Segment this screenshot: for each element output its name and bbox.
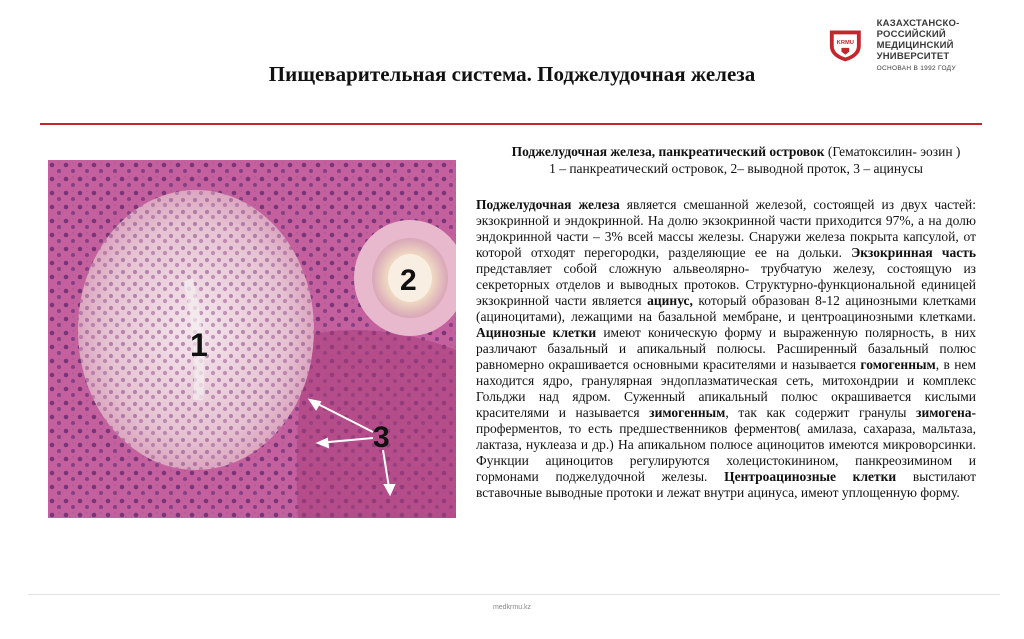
term-acinar-cells: Ацинозные клетки [476,325,597,340]
figure-label-duct: 2 [400,264,417,297]
caption-legend: 1 – панкреатический островок, 2– выводной проток, 3 – ацинусы [549,161,923,176]
logo-line-1: КАЗАХСТАНСКО-РОССИЙСКИЙ [876,18,960,40]
term-pancreas: Поджелудочная железа [476,197,620,212]
figure-label-islet: 1 [190,327,208,363]
term-homogeneous: гомогенным [860,357,936,372]
term-exocrine: Экзокринная часть [851,245,977,260]
figure-caption [476,143,996,177]
text-segment-3: который образован 8-12 ацинозными клетками (ациноцитами), лежащими на базальной мембране, и центроацинозными клетками. [476,293,976,324]
figure-label-acini: 3 [373,421,390,454]
caption-title-line [476,143,996,160]
term-centroacinar: Центроацинозные клетки [724,469,897,484]
logo-line-3: ОСНОВАН В 1992 ГОДУ [876,65,956,72]
term-acinus: ацинус, [647,293,693,308]
university-shield-icon [826,26,865,64]
footer-divider [28,594,1000,595]
text-segment-7: проферментов, то есть предшественников ферментов( амилаза, сахараза, мальтаза, лактаза, нуклеаза и др.) На апикальном полюсе ациноцитов имеются микроворсинки. Функции ациноцитов регулируются холецистокинином, панкреозимином и гормонами поджелудочной железы. [476,421,976,484]
text-segment-8: выстилают вставочные выводные протоки и лежат внутри ацинуса, имеют уплощенную форму. [476,469,976,500]
description-paragraph [476,197,976,501]
term-zymogenic: зимогенным [649,405,726,420]
caption-title: Поджелудочная железа, панкреатический островок [511,144,825,159]
text-segment-4: имеют коническую форму и выраженную полярность, в них различают базальный и апикальный полюсы. Расширенный базальный полюс равномерно окрашивается основными красителями и называется [476,325,976,372]
footer-url: medkrmu.kz [492,604,532,611]
slide-title: Пищеварительная система. Поджелудочная железа [268,62,756,86]
title-divider [40,123,982,125]
micrograph-image [48,160,456,518]
logo-line-2: МЕДИЦИНСКИЙ УНИВЕРСИТЕТ [876,40,954,62]
text-segment-1: является смешанной железой, состоящей из двух частей: экзокринной и эндокринной. На долю экзокринной части приходится 97%, а на долю эндокринной части – 3% всей массы железы. Снаружи железа покрыта капсулой, от которой отходят перегородки, разделяющие ее на дольки. [476,197,976,260]
histology-micrograph [48,160,456,518]
logo-badge-text: KRMU [836,40,854,47]
text-segment-5: , в нем находится ядро, гранулярная эндоплазматическая сеть, митохондрии и комплекс Гольджи над ядром. Суженный апикальный полюс окрашивается кислыми красителями и называется [476,357,976,420]
caption-stain: (Гематоксилин- эозин ) [824,144,961,159]
text-segment-6: , так как содержит гранулы [725,405,917,420]
text-segment-2: представляет собой сложную альвеолярно- трубчатую железу, состоящую из секреторных отделов и выводных протоков. Структурно-функциональной единицей экзокринной части является [476,261,976,308]
term-zymogen: зимогена- [916,405,976,420]
